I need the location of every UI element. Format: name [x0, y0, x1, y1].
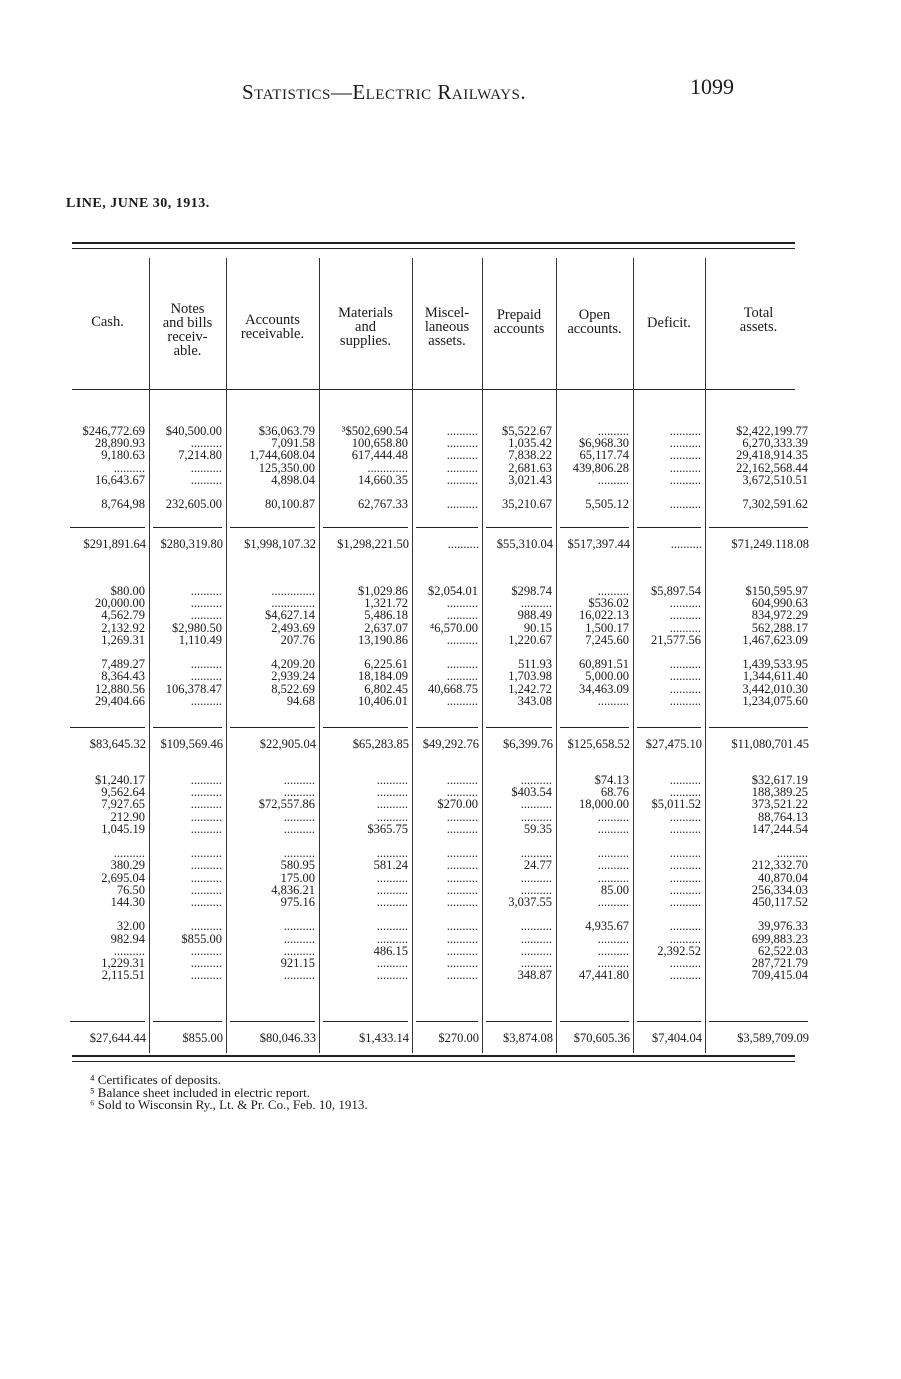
section-column-values: .......... .......... .......... .......... $365.75 .......... 581.24 .......... .......... .......... .......... .......... 486.15 .......... ..........: [367, 773, 408, 983]
column-header: Total assets.: [739, 305, 778, 335]
section-total: $109,569.46: [160, 737, 223, 751]
sum-rule: [230, 527, 315, 528]
sum-rule: [560, 1021, 629, 1022]
section-column-values: .............. .............. $4,627.14 2,493.69 207.76 4,209.20 2,939.24 8,522.69 94.68: [265, 584, 315, 708]
sum-rule: [153, 1021, 222, 1022]
section-column-values: $150,595.97 604,990.63 834,972.29 562,288.17 1,467,623.09 1,439,533.95 1,344,611.40 3,442,010.30 1,234,075.60: [742, 584, 808, 708]
col-divider: [633, 258, 634, 1053]
section-column-values: $32,617.19 188,389.25 373,521.22 88,764.13 147,244.54 .......... 212,332.70 40,870.04 256,334.03 450,117.52 39,976.33 699,883.23 62,522.03 287,721.79 709,415.04: [751, 773, 808, 983]
sum-rule: [416, 527, 478, 528]
section-total: ..........: [447, 537, 479, 551]
section-column-values: .......... .......... $5,011.52 .......... .......... .......... .......... .......... .......... .......... .......... .......... 2,392.52 .......... ..........: [651, 773, 701, 983]
sum-rule: [709, 1021, 808, 1022]
section-column-values: $5,522.67 1,035.42 7,838.22 2,681.63 3,021.43 35,210.67: [502, 424, 552, 512]
section-column-values: $80.00 20,000.00 4,562.79 2,132.92 1,269.31 7,489.27 8,364.43 12,880.56 29,404.66: [95, 584, 145, 708]
section-total: $71,249.118.08: [731, 537, 809, 551]
sum-rule: [153, 527, 222, 528]
table-top-rule-thin: [72, 248, 795, 249]
column-header: Notes and bills receiv- able.: [162, 301, 213, 359]
section-total: $3,874.08: [503, 1031, 553, 1045]
column-header: Accounts receivable.: [240, 312, 305, 342]
section-column-values: .......... .......... .......... .......... .......... .......... .......... .......... .......... .......... .......... $855.00 .......... .......... ..........: [181, 773, 222, 983]
footnote: ⁶ Sold to Wisconsin Ry., Lt. & Pr. Co., Feb. 10, 1913.: [90, 1097, 368, 1112]
page-number: 1099: [690, 74, 734, 99]
column-header: Materials and supplies.: [338, 305, 393, 349]
section-total: $270.00: [438, 1031, 479, 1045]
section-column-values: $246,772.69 28,890.93 9,180.63 .......... 16,643.67 8,764,98: [82, 424, 145, 512]
section-column-values: $74.13 68.76 18,000.00 .......... .......... .......... .......... .......... 85.00 .......... 4,935.67 .......... .......... .......... 47,441.80: [579, 773, 629, 983]
section-total: $1,298,221.50: [337, 537, 409, 551]
section-column-values: .......... .......... .......... .......... .......... ..........: [446, 424, 478, 512]
sum-rule: [70, 527, 145, 528]
sum-rule: [486, 1021, 552, 1022]
page-title: Statistics—Electric Railways.: [242, 80, 527, 104]
sum-rule: [70, 1021, 145, 1022]
section-total: $125,658.52: [567, 737, 630, 751]
col-divider: [149, 258, 150, 1053]
section-column-values: .......... $536.02 16,022.13 1,500.17 7,245.60 60,891.51 5,000.00 34,463.09 ..........: [579, 584, 629, 708]
column-header: Prepaid accounts: [493, 307, 545, 337]
section-column-values: .......... .......... .......... .......... .......... ..........: [669, 424, 701, 512]
footnotes: [90, 1074, 368, 1112]
sum-rule: [560, 727, 629, 728]
sum-rule: [70, 727, 145, 728]
section-total: $1,998,107.32: [244, 537, 316, 551]
section-total: $65,283.85: [352, 737, 409, 751]
column-header: Miscel- laneous assets.: [424, 305, 470, 349]
col-divider: [412, 258, 413, 1053]
section-total: $3,589,709.09: [737, 1031, 809, 1045]
section-total: ..........: [670, 537, 702, 551]
section-column-values: $36,063.79 7,091.58 1,744,608.04 125,350.00 4,898.04 80,100.87: [249, 424, 315, 512]
table-bottom-rule: [72, 1055, 795, 1057]
section-column-values: .......... $6,968.30 65,117.74 439,806.28 .......... 5,505.12: [572, 424, 629, 512]
section-column-values: $5,897.54 .......... .......... .......... 21,577.56 .......... .......... .......... ..........: [651, 584, 701, 708]
section-column-values: ³$502,690.54 100,658.80 617,444.48 ............. 14,660.35 62,767.33: [341, 424, 408, 512]
footnote: ⁵ Balance sheet included in electric report.: [90, 1084, 311, 1100]
sum-rule: [709, 727, 808, 728]
section-column-values: $1,240.17 9,562.64 7,927.65 212.90 1,045.19 .......... 380.29 2,695.04 76.50 144.30 32.00 982.94 .......... 1,229.31 2,115.51: [95, 773, 145, 983]
table-top-rule: [72, 242, 795, 244]
sum-rule: [153, 727, 222, 728]
sum-rule: [416, 1021, 478, 1022]
col-divider: [705, 258, 706, 1053]
sum-rule: [486, 727, 552, 728]
section-total: $55,310.04: [496, 537, 553, 551]
col-divider: [319, 258, 320, 1053]
col-divider: [226, 258, 227, 1053]
section-total: $80,046.33: [259, 1031, 316, 1045]
col-divider: [482, 258, 483, 1053]
sum-rule: [637, 527, 701, 528]
sum-rule: [323, 727, 408, 728]
section-column-values: .......... .......... $270.00 .......... .......... .......... .......... .......... .......... .......... .......... .......... .......... .......... ..........: [437, 773, 478, 983]
section-total: $70,605.36: [573, 1031, 630, 1045]
section-total: $6,399.76: [503, 737, 553, 751]
sum-rule: [230, 727, 315, 728]
column-header: Cash.: [91, 314, 124, 330]
footnote: ⁴ Certificates of deposits.: [90, 1072, 221, 1087]
sum-rule: [230, 1021, 315, 1022]
section-total: $27,644.44: [89, 1031, 146, 1045]
section-column-values: $2,054.01 .......... .......... ⁴6,570.00 .......... .......... .......... 40,668.75 ..........: [428, 584, 478, 708]
section-total: $291,891.64: [83, 537, 146, 551]
table-bottom-rule-thin: [72, 1061, 795, 1062]
section-total: $280,319.80: [160, 537, 223, 551]
sum-rule: [709, 527, 808, 528]
section-total: $11,080,701.45: [731, 737, 809, 751]
section-column-values: .......... .......... $72,557.86 .......... .......... .......... 580.95 175.00 4,836.21 975.16 .......... .......... .......... 921.15 ..........: [258, 773, 315, 983]
sum-rule: [637, 1021, 701, 1022]
section-total: $83,645.32: [89, 737, 146, 751]
column-header: Open accounts.: [567, 307, 622, 337]
sum-rule: [323, 1021, 408, 1022]
sum-rule: [323, 527, 408, 528]
sum-rule: [416, 727, 478, 728]
section-total: $22,905.04: [259, 737, 316, 751]
column-header: Deficit.: [647, 315, 691, 331]
section-column-values: $1,029.86 1,321.72 5,486.18 2,637.07 13,190.86 6,225.61 18,184.09 6,802.45 10,406.01: [358, 584, 408, 708]
section-total: $1,433.14: [359, 1031, 409, 1045]
header-bottom-rule: [72, 389, 795, 390]
sum-rule: [486, 527, 552, 528]
table-subtitle: LINE, JUNE 30, 1913.: [66, 196, 210, 211]
sum-rule: [560, 527, 629, 528]
section-column-values: .......... .......... .......... $2,980.50 1,110.49 .......... .......... 106,378.47 ..........: [165, 584, 222, 708]
section-total: $49,292.76: [422, 737, 479, 751]
section-total: $27,475.10: [645, 737, 702, 751]
section-column-values: .......... $403.54 .......... .......... 59.35 .......... 24.77 .......... .......... 3,037.55 .......... .......... .......... .......... 348.87: [508, 773, 552, 983]
section-total: $7,404.04: [652, 1031, 702, 1045]
section-column-values: $2,422,199.77 6,270,333.39 29,418,914.35 22,162,568.44 3,672,510.51 7,302,591.62: [736, 424, 808, 512]
section-column-values: $298.74 .......... 988.49 90.15 1,220.67 511.93 1,703.98 1,242.72 343.08: [508, 584, 552, 708]
section-column-values: $40,500.00 .......... 7,214.80 .......... .......... 232,605.00: [165, 424, 222, 512]
section-total: $517,397.44: [567, 537, 630, 551]
sum-rule: [637, 727, 701, 728]
section-total: $855.00: [182, 1031, 223, 1045]
col-divider: [556, 258, 557, 1053]
